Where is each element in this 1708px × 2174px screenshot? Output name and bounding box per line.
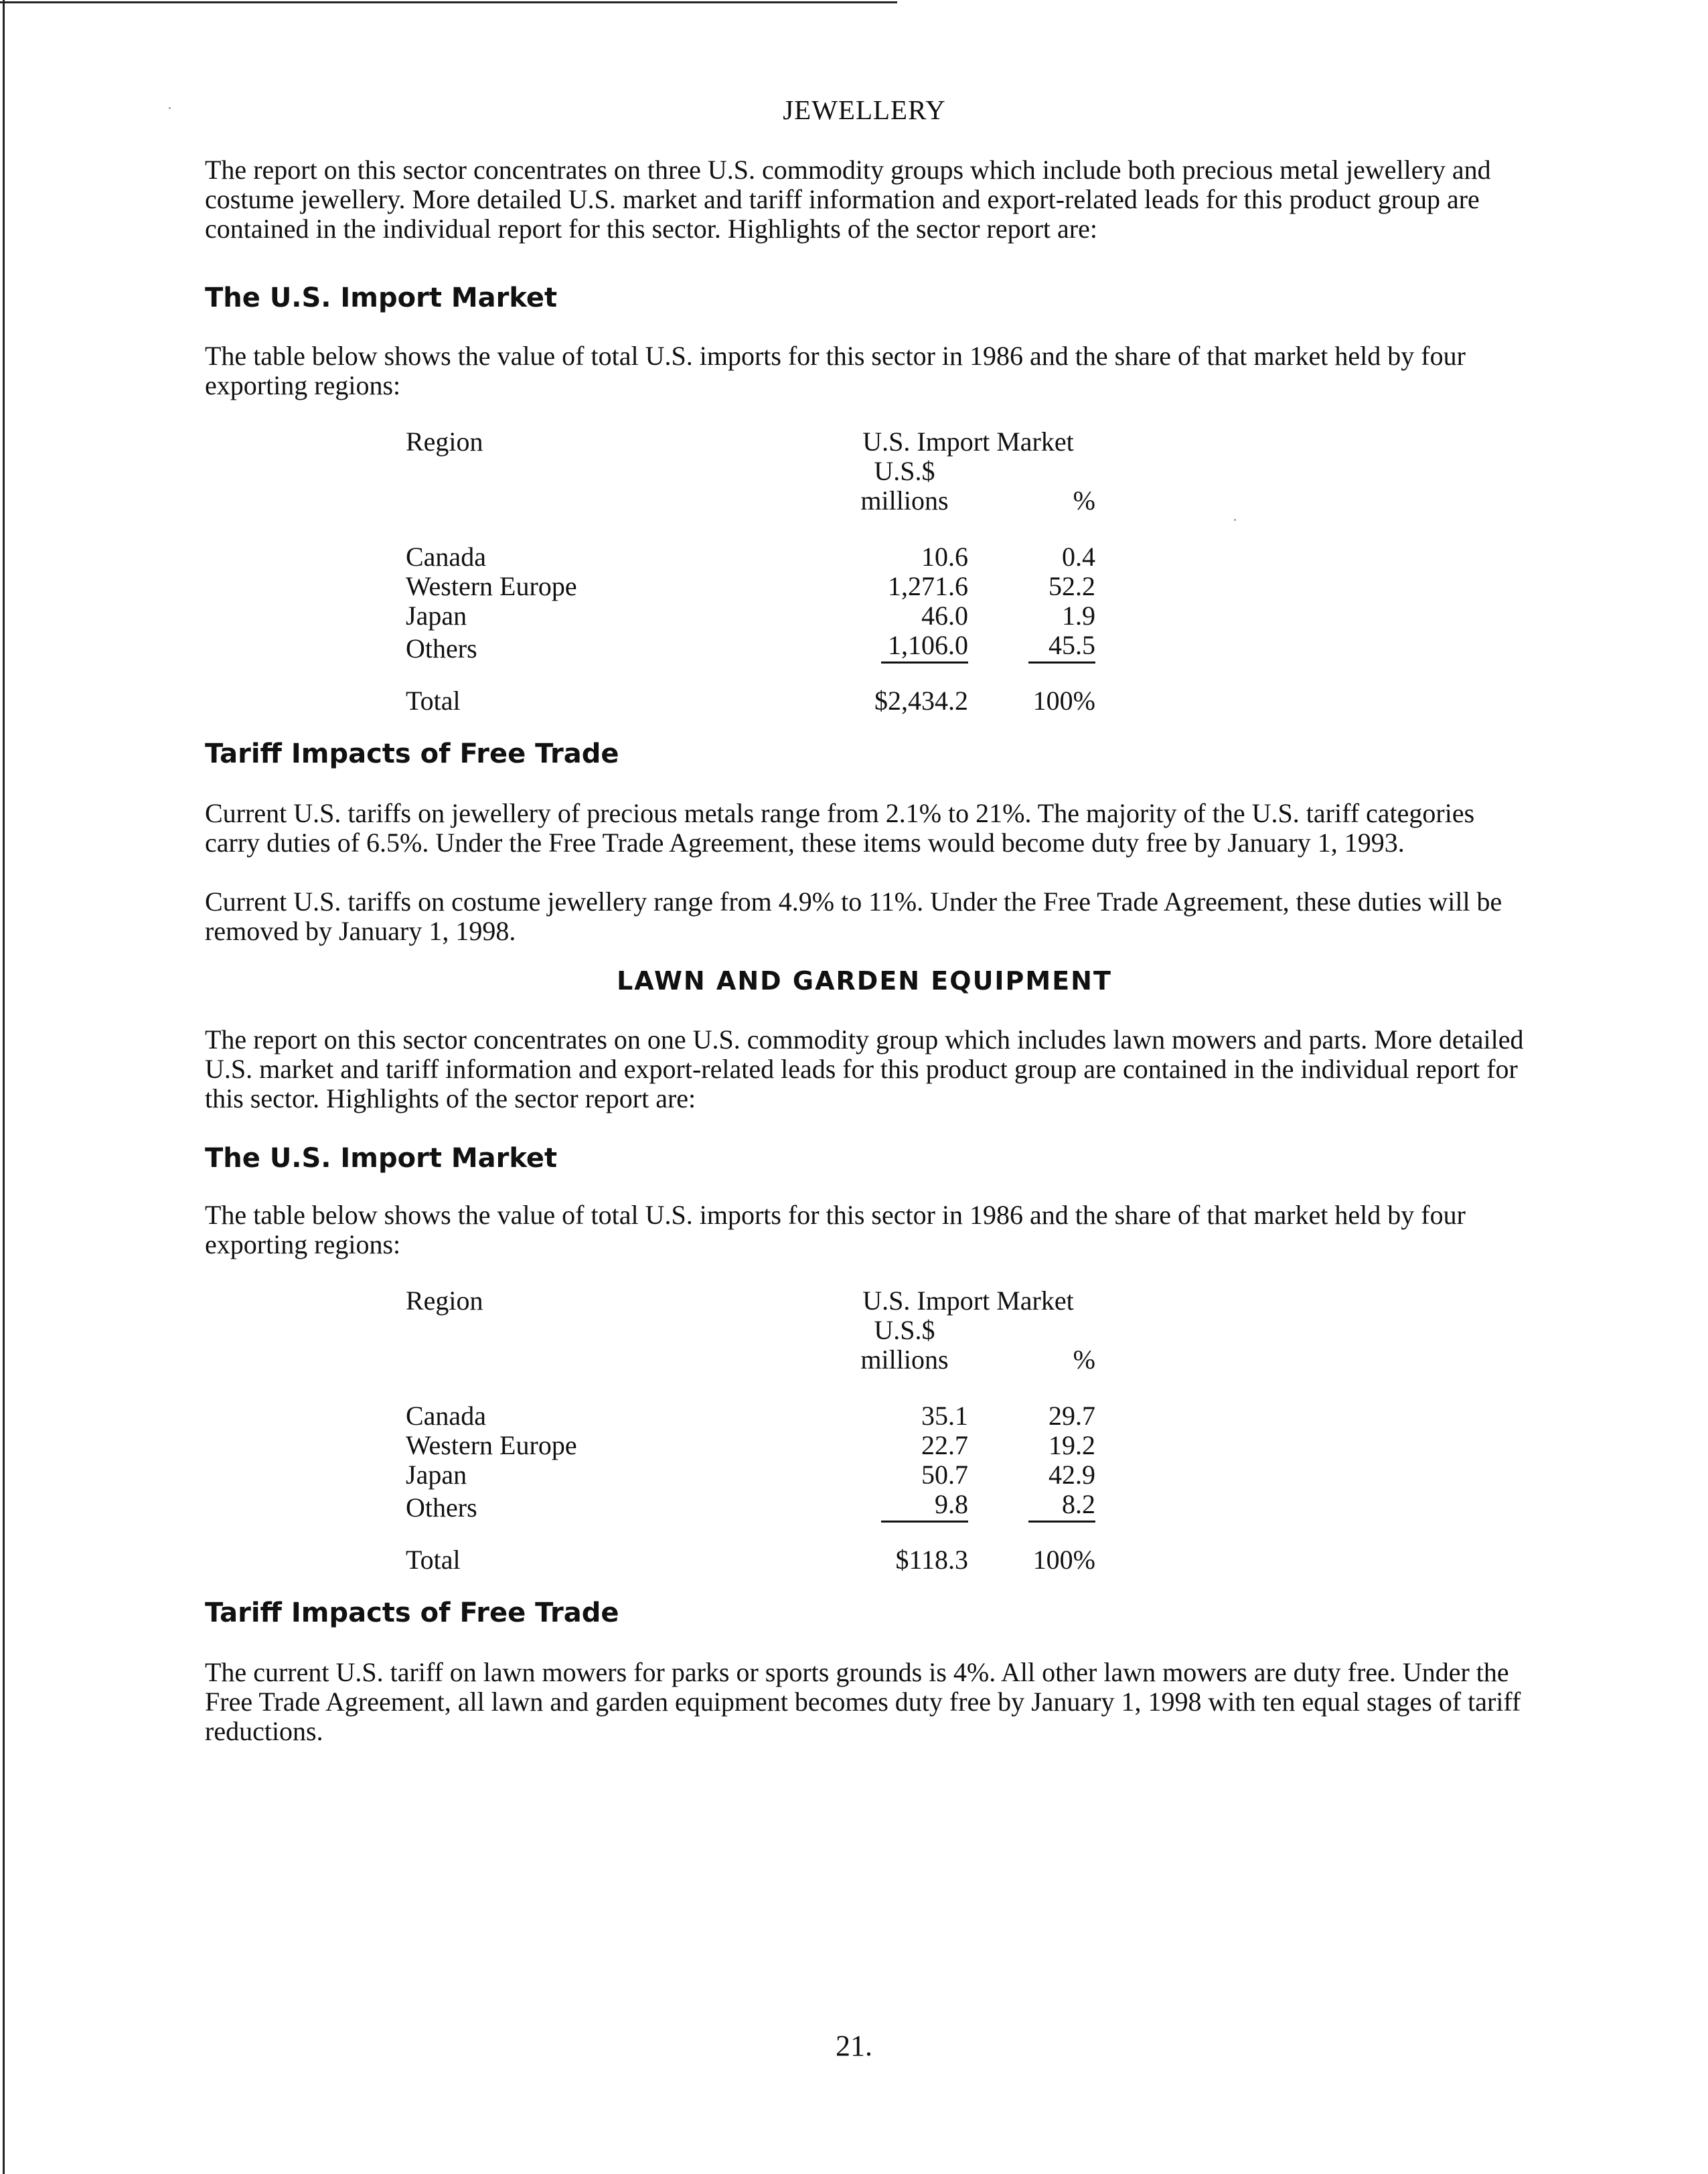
row-value: 9.8 xyxy=(881,1490,968,1523)
import-market-text: The table below shows the value of total U.S. imports for this sector in 1986 and the share of that market held by four exporting regions: xyxy=(205,341,1466,400)
scan-left-edge xyxy=(3,0,5,2174)
row-pct: 52.2 xyxy=(1049,571,1095,601)
table-total-row xyxy=(406,1545,1095,1575)
row-value: 35.1 xyxy=(921,1401,968,1431)
total-label: Total xyxy=(406,1545,461,1575)
row-pct: 0.4 xyxy=(1062,542,1095,572)
tariff-heading: Tariff Impacts of Free Trade xyxy=(205,1598,619,1628)
row-value: 10.6 xyxy=(921,542,968,572)
import-market-heading: The U.S. Import Market xyxy=(205,283,558,313)
table-row xyxy=(406,601,1095,631)
row-value: 1,271.6 xyxy=(888,571,968,601)
row-pct: 8.2 xyxy=(1028,1490,1095,1523)
section-title: LAWN AND GARDEN EQUIPMENT xyxy=(617,966,1112,996)
table-row xyxy=(406,542,1095,572)
col-region-header: Region xyxy=(406,1286,483,1316)
col-market-header: U.S. Import Market xyxy=(862,1286,1074,1316)
section-intro: The report on this sector concentrates on three U.S. commodity groups which include both precious metal jewellery and costume jewellery. More detailed U.S. market and tariff information and export-related leads for this product group are contained in the individual report for this sector. Highlights of the sector report are: xyxy=(205,155,1491,244)
table-row xyxy=(406,1460,1095,1490)
total-value: $118.3 xyxy=(895,1545,968,1575)
total-pct: 100% xyxy=(1032,686,1095,716)
section-intro: The report on this sector concentrates on one U.S. commodity group which includes lawn mowers and parts. More detailed U.S. market and tariff information and export-related leads for this product group are contained in the individual report for this sector. Highlights of the sector report are: xyxy=(205,1024,1524,1113)
row-value: 50.7 xyxy=(921,1460,968,1490)
total-pct: 100% xyxy=(1032,1545,1095,1575)
row-region: Western Europe xyxy=(406,1430,577,1460)
page-number: 21. xyxy=(836,2029,872,2062)
row-pct: 1.9 xyxy=(1062,601,1095,631)
section-lawn-garden xyxy=(205,966,1524,1746)
scan-speck xyxy=(1234,519,1236,521)
row-value: 1,106.0 xyxy=(881,631,968,664)
table-row xyxy=(406,572,1095,601)
col-region-header: Region xyxy=(406,426,483,457)
row-value: 22.7 xyxy=(921,1430,968,1460)
col-pct-header: % xyxy=(1073,1344,1095,1375)
table-total-row xyxy=(406,686,1095,716)
section-jewellery xyxy=(205,94,1524,946)
table-row xyxy=(406,1490,1095,1523)
row-region: Canada xyxy=(406,1401,486,1431)
table-subheader-row xyxy=(406,457,1095,516)
row-value: 46.0 xyxy=(921,601,968,631)
tariff-paragraph: Current U.S. tariffs on jewellery of precious metals range from 2.1% to 21%. The majority of the U.S. tariff categories carry duties of 6.5%. Under the Free Trade Agreement, these items would become duty free by January 1, 1993. xyxy=(205,798,1475,858)
row-region: Others xyxy=(406,633,477,664)
table-header-row xyxy=(406,1286,1095,1316)
tariff-paragraph: The current U.S. tariff on lawn mowers for parks or sports grounds is 4%. All other lawn mowers are duty free. Under the Free Trade Agreement, all lawn and garden equipment becomes duty free by January 1, 1998 with ten equal stages of tariff reductions. xyxy=(205,1657,1521,1746)
table-row xyxy=(406,631,1095,664)
row-region: Japan xyxy=(406,1460,467,1490)
col-pct-header: % xyxy=(1073,485,1095,516)
import-market-text: The table below shows the value of total U.S. imports for this sector in 1986 and the share of that market held by four exporting regions: xyxy=(205,1200,1466,1259)
total-value: $2,434.2 xyxy=(874,686,968,716)
tariff-paragraph: Current U.S. tariffs on costume jewellery range from 4.9% to 11%. Under the Free Trade Agreement, these duties will be removed by January 1, 1998. xyxy=(205,886,1502,946)
scan-speck xyxy=(169,107,171,109)
col-market-header: U.S. Import Market xyxy=(862,426,1074,457)
import-market-table xyxy=(406,427,1095,716)
row-region: Canada xyxy=(406,542,486,572)
table-subheader-row xyxy=(406,1316,1095,1375)
row-pct: 29.7 xyxy=(1049,1401,1095,1431)
section-title: JEWELLERY xyxy=(783,94,946,125)
row-pct: 42.9 xyxy=(1049,1460,1095,1490)
col-value-header: U.S.$ millions xyxy=(860,1315,949,1375)
table-row xyxy=(406,1401,1095,1431)
import-market-table xyxy=(406,1286,1095,1575)
row-pct: 19.2 xyxy=(1049,1430,1095,1460)
row-region: Japan xyxy=(406,601,467,631)
row-region: Others xyxy=(406,1492,477,1523)
row-pct: 45.5 xyxy=(1028,631,1095,664)
scan-top-edge xyxy=(0,1,897,3)
table-row xyxy=(406,1431,1095,1460)
import-market-heading: The U.S. Import Market xyxy=(205,1143,558,1174)
total-label: Total xyxy=(406,686,461,716)
page-content xyxy=(205,94,1524,1746)
row-region: Western Europe xyxy=(406,571,577,601)
col-value-header: U.S.$ millions xyxy=(860,456,949,516)
tariff-heading: Tariff Impacts of Free Trade xyxy=(205,739,619,769)
table-header-row xyxy=(406,427,1095,457)
